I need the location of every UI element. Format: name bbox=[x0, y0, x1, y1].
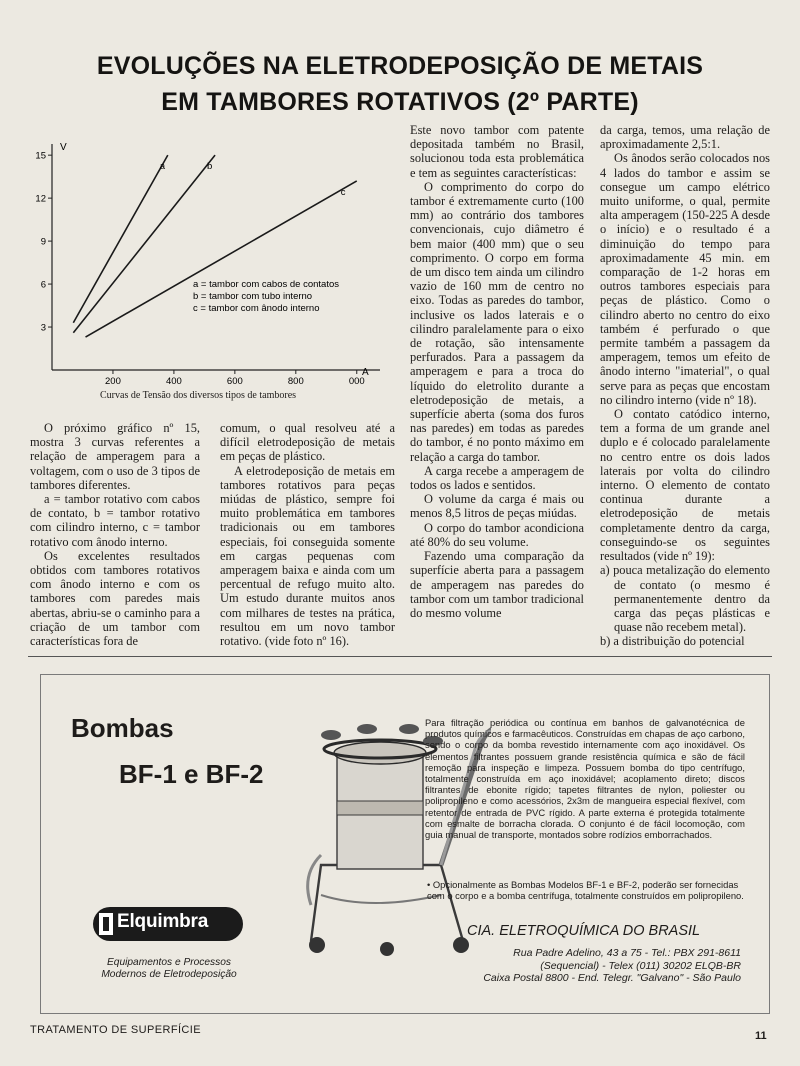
address-line-1: Rua Padre Adelino, 43 a 75 - Tel.: PBX 291-8611 bbox=[513, 947, 741, 959]
paragraph: comum, o qual resolveu até a difícil eletrodeposição de metais em peças de plástico. bbox=[220, 421, 395, 464]
text-column-3 bbox=[410, 123, 584, 620]
paragraph: Os ânodos serão colocados nos 4 lados do tambor e assim se consegue um campo elétrico muito uniforme, o qual, permite alta amperagem (150-225 A desde o início) e o resultado é a diminuição do tempo para aproximadamente 45 min. em comparação de 1-2 horas em outros tambores especiais para peças de plástico. Como o cilindro aberto no centro do eixo também é perfurado o que permite também a passagem da amperagem, temos um efeito de ânodo interno "imaterial", o qual serve para as peças que encostam no cilindro interno (vide nº 18). bbox=[600, 151, 770, 407]
logo-text: Elquimbra bbox=[117, 911, 209, 932]
chart-ticks bbox=[35, 151, 364, 387]
legend-entry-b: b = tambor com tubo interno bbox=[193, 291, 313, 302]
ad-subtitle: BF-1 e BF-2 bbox=[119, 759, 264, 789]
ad-description: Para filtração periódica ou contínua em banhos de galvanotécnica de produtos químicos e farmacêuticos. Construídas em chapas de aço carbono, sendo o corpo da bomba revestido internamente com aço inoxidável. Os elementos filtrantes possuem grande resistência química e são de fácil remoção para inspeção e limpeza. Possuem bomba do tipo centrífugo, totalmente construída em aço inoxidável; acoplamento direto; discos filtrantes de ebonite rígido; tapetes filtrantes de nylon, poliester ou polipropileno e como acessórios, 2x3m de mangueira especial flexível, com retentor de entrada de PVC rígido. A parte externa é protegida totalmente com esmalte de borracha clorada. O conjunto é de fácil locomoção, com guia manual de transporte, montados sobre rodízios emborrachados. bbox=[425, 717, 745, 841]
page-title-line-1: EVOLUÇÕES NA ELETRODEPOSIÇÃO DE METAIS bbox=[96, 52, 704, 80]
y-axis-label: V bbox=[60, 142, 67, 153]
figure-caption: Curvas de Tensão dos diversos tipos de tambores bbox=[100, 390, 297, 401]
y-tick-label: 9 bbox=[40, 236, 46, 248]
paragraph: O corpo do tambor acondiciona até 80% do seu volume. bbox=[410, 520, 584, 549]
footer-publication: TRATAMENTO DE SUPERFÍCIE bbox=[30, 1024, 201, 1036]
paragraph: O contato catódico interno, tem a forma de um grande anel duplo e é colocado paralelamente no centro entre os dois lados laterais por volta do cilindro interno. O elemento de contato continua durante a eletrodeposição de metais completamente dentro da carga, conseguindo-se os seguintes resultados (vide nº 19): bbox=[600, 407, 770, 564]
ad-note: • Opcionalmente as Bombas Modelos BF-1 e BF-2, poderão ser fornecidas com o corpo e a bomba centrífuga, totalmente construídos em polipropileno. bbox=[427, 879, 744, 902]
address-line-3: Caixa Postal 8800 - End. Telegr. "Galvano" - São Paulo bbox=[483, 972, 741, 984]
paragraph: Os excelentes resultados obtidos com tambores rotativos com ânodo interno e com os tambores com paredes mais abertas, abriu-se o caminho para a criação de um tambor com características fora de bbox=[30, 548, 200, 649]
elquimbra-logo bbox=[93, 903, 243, 945]
ad-title: Bombas bbox=[71, 713, 174, 743]
address-line-2: (Sequencial) - Telex (011) 30202 ELQB-BR bbox=[540, 959, 741, 972]
paragraph: O volume da carga é mais ou menos 8,5 litros de peças miúdas. bbox=[410, 492, 584, 521]
page-number: 11 bbox=[755, 1030, 767, 1042]
series-label-c: c bbox=[340, 186, 346, 198]
paragraph: a = tambor rotativo com cabos de contato, b = tambor rotativo com cilindro interno, c = tambor rotativo com ânodo interno. bbox=[30, 492, 200, 549]
list-item: b) a distribuição do potencial bbox=[600, 634, 745, 649]
chart-axes bbox=[52, 144, 380, 370]
tagline-line-2: Modernos de Eletrodeposição bbox=[101, 969, 237, 980]
x-tick-label: 400 bbox=[165, 376, 182, 387]
series-label-b: b bbox=[207, 161, 213, 173]
company-name: CIA. ELETROQUÍMICA DO BRASIL bbox=[467, 923, 701, 939]
company-address bbox=[471, 947, 741, 985]
paragraph: O comprimento do corpo do tambor é extremamente curto (100 mm) ao contrário dos tambores convencionais, cujo diâmetro é bem maior (400 mm) que o seu comprimento. O corpo em forma de um disco tem ainda um cilindro vazio de 160 mm de centro no eixo. Todas as paredes do tambor, inclusive os lados laterais e o cilindro paralelamente para o eixo de rotação, são intensamente perfurados. Para a passagem da amperagem e para a troca do líquido do eletrolito durante a eletrodeposição de metais, a superfície aberta (soma dos furos nas paredes) em todas as paredes do tambor, é no ponto máximo em relação a carga do tambor. bbox=[410, 179, 584, 464]
y-tick-label: 3 bbox=[40, 322, 46, 334]
text-column-1 bbox=[30, 421, 200, 648]
paragraph: A carga recebe a amperagem de todos os lados e sentidos. bbox=[410, 463, 584, 493]
y-tick-label: 6 bbox=[40, 279, 46, 291]
paragraph: da carga, temos, uma relação de aproximadamente 2,5:1. bbox=[600, 123, 770, 152]
series-label-a: a bbox=[159, 161, 166, 173]
legend-entry-a: a = tambor com cabos de contatos bbox=[193, 279, 340, 290]
paragraph: Este novo tambor com patente depositada também no Brasil, solucionou toda esta problemática e tem as seguintes características: bbox=[410, 123, 584, 180]
tagline-line-1: Equipamentos e Processos bbox=[106, 957, 232, 968]
text-column-2 bbox=[220, 421, 395, 648]
advertisement bbox=[40, 674, 770, 1014]
legend-entry-c: c = tambor com ânodo interno bbox=[193, 303, 320, 314]
list-item: a) pouca metalização do elemento de contato (o mesmo é permanentemente dentro da carga das peças plásticas e quase não recebem metal). bbox=[600, 563, 770, 635]
y-tick-label: 12 bbox=[35, 193, 46, 205]
page-title-line-2: EM TAMBORES ROTATIVOS (2º PARTE) bbox=[161, 88, 639, 116]
ad-tagline bbox=[81, 957, 257, 981]
paragraph: O próximo gráfico nº 15, mostra 3 curvas referentes a relação de amperagem para a voltagem, com o uso de 3 tipos de tambores diferentes. bbox=[30, 421, 200, 492]
voltage-curves-chart bbox=[30, 135, 410, 395]
section-divider bbox=[28, 656, 772, 657]
x-axis-label: A bbox=[362, 367, 369, 378]
paragraph: A eletrodeposição de metais em tambores rotativos para peças miúdas de plástico, sempre foi muito problemática em tambores tradicionais ou em tambores especiais, foi conseguida somente em cargas pequenas com amperagem baixa e ainda com um percentual de refugo muito alto. Um estudo durante muitos anos com milhares de testes na prática, resultou em um novo tambor rotativo. (vide foto nº 16). bbox=[220, 463, 395, 649]
y-tick-label: 15 bbox=[35, 150, 46, 162]
text-column-4 bbox=[600, 123, 770, 649]
x-tick-label: 200 bbox=[105, 376, 121, 387]
x-tick-label: 000 bbox=[348, 376, 365, 387]
paragraph: Fazendo uma comparação da superfície aberta para a passagem de amperagem nas paredes do tambor com um tambor tradicional do mesmo volume bbox=[410, 549, 584, 620]
x-tick-label: 600 bbox=[226, 376, 243, 387]
x-tick-label: 800 bbox=[287, 376, 304, 387]
